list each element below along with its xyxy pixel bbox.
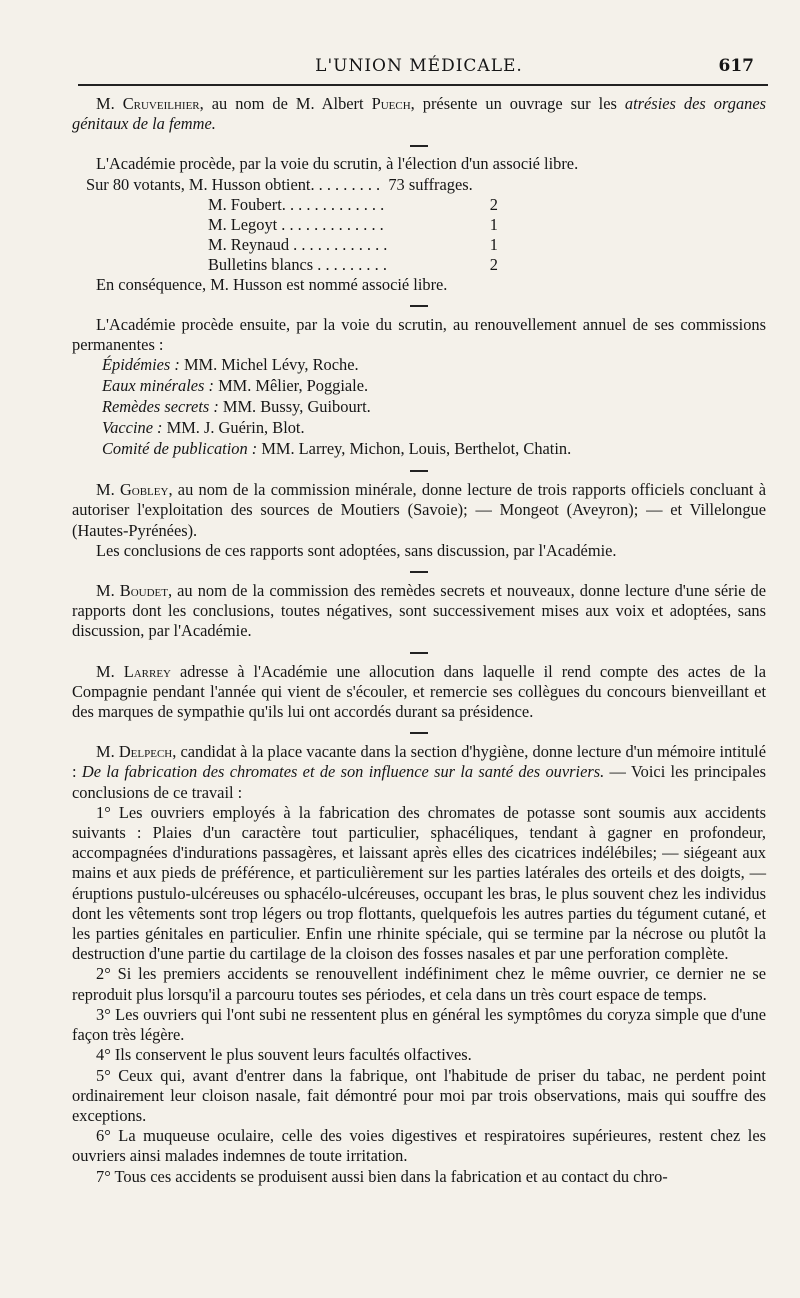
vote-count: 1	[489, 234, 498, 254]
conclusion-item: 4° Ils conservent le plus souvent leurs facultés olfactives.	[96, 1045, 472, 1065]
candidate-name: Bulletins blancs . . . . . . . . .	[208, 254, 387, 274]
vote-intro: Sur 80 votants, M. Husson obtient. . . . . . . . .	[86, 174, 381, 194]
conclusion-item: 2° Si les premiers accidents se renouvellent indéfiniment chez le même ouvrier, ce dernier ne se reproduit plus lorsqu'il a parcouru toutes ses périodes, et cela dans un très court espace de temps.	[72, 964, 766, 1004]
commission-members: MM. Bussy, Guibourt.	[218, 397, 371, 417]
page-number: 617	[718, 56, 754, 76]
journal-title: L'UNION MÉDICALE.	[315, 56, 523, 76]
person-name: Gobley	[119, 480, 169, 500]
paragraph-larrey	[72, 662, 766, 723]
paragraph-election: L'Académie procède, par la voie du scrutin, à l'élection d'un associé libre.	[96, 154, 579, 174]
text: — Voici les principales conclusions de ce travail :	[72, 762, 766, 802]
vote-count: 73 suffrages.	[388, 174, 473, 194]
commission-members: MM. Michel Lévy, Roche.	[179, 355, 359, 375]
paragraph-gobley-conclusion: Les conclusions de ces rapports sont adoptées, sans discussion, par l'Académie.	[96, 540, 617, 560]
conclusion-item: 5° Ceux qui, avant d'entrer dans la fabrique, ont l'habitude de priser du tabac, ne perdent point ordinairement leur cloison nasale, fait démontré pour moi par trois observations, mais qui souffre des exceptions.	[72, 1065, 766, 1125]
person-name: Puech	[371, 94, 411, 113]
commission-label: Épidémies :	[102, 355, 180, 375]
paragraph-gobley	[72, 480, 766, 541]
text: , au nom de la commission des remèdes secrets et nouveaux, donne lecture d'une série de rapports dont les conclusions, toutes négatives, sont successivement mises aux voix et adoptées, sans discussion, par l'Académie.	[72, 581, 766, 641]
commission-list	[102, 355, 766, 460]
text: M.	[96, 661, 124, 681]
vote-row	[208, 215, 766, 235]
person-name: Cruveilhier	[122, 94, 200, 113]
vote-row	[208, 255, 766, 275]
text: , présente un ouvrage sur les	[410, 94, 625, 113]
separator	[72, 295, 766, 315]
commission-item	[102, 355, 766, 376]
vote-row	[208, 195, 766, 215]
paragraph-commissions: L'Académie procède ensuite, par la voie du scrutin, au renouvellement annuel de ses commissions permanentes :	[72, 314, 766, 355]
paragraph-result: En conséquence, M. Husson est nommé associé libre.	[96, 274, 448, 294]
running-header	[78, 52, 760, 82]
vote-row	[208, 235, 766, 255]
separator	[72, 460, 766, 480]
commission-members: MM. Larrey, Michon, Louis, Berthelot, Chatin.	[257, 439, 572, 459]
commission-item	[102, 439, 766, 460]
vote-count: 1	[489, 214, 498, 234]
conclusion-item: 1° Les ouvriers employés à la fabrication des chromates de potasse sont soumis aux accidents suivants : Plaies d'un caractère tout particulier, sphacéliques, tendant à gagner en profondeur, accompagnées d'indurations passagères, et laissant après elles des cicatrices indélébiles; — siégeant aux mains et aux pieds de préférence, et particulièrement sur les parties latérales des orteils et des doigts, — éruptions pustulo-ulcéreuses ou sphacélo-ulcéreuses, occupant les bras, le plus souvent chez les individus dont les vêtements sont trop légers ou trop flottants, quelquefois les autres parties du tégument cutané, et les parties génitales en particulier. Enfin une rhinite spéciale, qui se termine par la nécrose ou plutôt la destruction d'une partie du cartilage de la cloison des fosses nasales et par une perforation complète.	[72, 802, 766, 964]
page-body	[72, 94, 766, 1187]
conclusion-item: 7° Tous ces accidents se produisent aussi bien dans la fabrication et au contact du chro-	[96, 1166, 668, 1186]
text: , candidat à la place vacante dans la section d'hygiène, donne lecture d'un mémoire intitulé :	[72, 742, 766, 782]
paragraph-delpech	[72, 742, 766, 803]
commission-item	[102, 397, 766, 418]
paragraph-boudet	[72, 581, 766, 642]
conclusion-item: 3° Les ouvriers qui l'ont subi ne ressentent plus en général les symptômes du coryza simple que d'une façon très légère.	[72, 1004, 766, 1045]
vote-row-husson	[86, 175, 766, 195]
commission-members: MM. J. Guérin, Blot.	[162, 418, 305, 438]
commission-item	[102, 418, 766, 439]
vote-results	[86, 175, 766, 275]
text: M.	[96, 94, 123, 113]
work-title: atrésies des organes génitaux de la femme.	[72, 94, 766, 134]
separator	[72, 722, 766, 742]
commission-label: Comité de publication :	[102, 439, 258, 459]
paragraph-cruveilhier	[72, 94, 766, 134]
commission-label: Vaccine :	[102, 418, 163, 438]
work-title: De la fabrication des chromates et de son influence sur la santé des ouvriers.	[81, 762, 605, 782]
commission-members: MM. Mêlier, Poggiale.	[213, 376, 369, 396]
candidate-name: M. Legoyt . . . . . . . . . . . . .	[208, 214, 384, 234]
text: , au nom de la commission minérale, donne lecture de trois rapports officiels concluant à autoriser l'exploitation des sources de Moutiers (Savoie); — Mongeot (Aveyron); — et Villelongue (Hautes-Pyrénées).	[72, 480, 766, 540]
vote-count: 2	[489, 194, 498, 214]
header-rule	[78, 84, 768, 86]
person-name: Boudet	[119, 581, 168, 601]
text: M.	[96, 480, 120, 500]
text: M.	[96, 581, 120, 601]
separator	[72, 134, 766, 154]
person-name: Larrey	[123, 661, 171, 681]
text: adresse à l'Académie une allocution dans laquelle il rend compte des actes de la Compagnie pendant l'année qui vient de s'écouler, et remercie ses collègues du concours bienveillant et des marques de sympathie qu'ils lui ont accordés durant sa présidence.	[72, 661, 766, 722]
commission-item	[102, 376, 766, 397]
vote-count: 2	[489, 254, 498, 274]
commission-label: Eaux minérales :	[102, 376, 214, 396]
candidate-name: M. Reynaud . . . . . . . . . . . .	[208, 234, 388, 254]
conclusion-item: 6° La muqueuse oculaire, celle des voies digestives et respiratoires supérieures, restent chez les ouvriers ainsi malades indemnes de toute irritation.	[72, 1126, 766, 1166]
text: , au nom de M. Albert	[199, 94, 372, 113]
text: M.	[96, 742, 119, 762]
candidate-name: M. Foubert. . . . . . . . . . . . .	[208, 194, 385, 214]
commission-label: Remèdes secrets :	[102, 397, 219, 417]
separator	[72, 561, 766, 581]
separator	[72, 642, 766, 662]
person-name: Delpech	[118, 742, 173, 762]
